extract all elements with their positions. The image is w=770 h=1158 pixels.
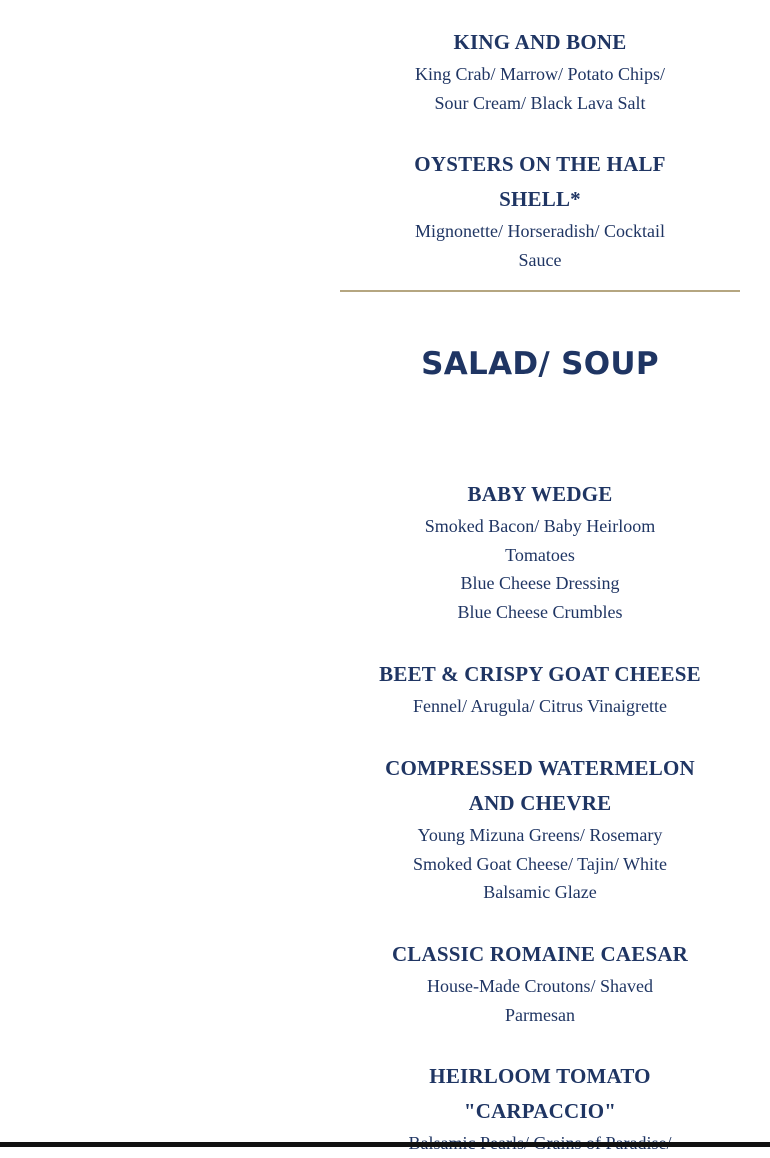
- menu-item-description: [390, 972, 690, 1029]
- description-line: Young Mizuna Greens/ Rosemary: [417, 825, 663, 845]
- description-line: Smoked Bacon/ Baby Heirloom: [424, 516, 656, 536]
- name-line: "CARPACCIO": [463, 1099, 617, 1123]
- description-line: Blue Cheese Dressing: [460, 573, 620, 594]
- menu-item-description: [390, 512, 690, 627]
- menu-item-description: [390, 60, 690, 117]
- menu-item-name: [375, 751, 705, 821]
- description-line: Blue Cheese Crumbles: [457, 602, 623, 623]
- menu-item-description: [390, 692, 690, 721]
- menu-item-watermelon-chevre: [340, 751, 740, 907]
- menu-item-baby-wedge: [340, 477, 740, 627]
- description-line: Smoked Goat Cheese/ Tajin/ White: [412, 853, 668, 874]
- menu-item-description: [390, 821, 690, 907]
- menu-item-name: [375, 1059, 705, 1129]
- description-line: House-Made Croutons/ Shaved: [427, 976, 653, 996]
- name-line: HEIRLOOM TOMATO: [429, 1064, 651, 1088]
- menu-item-beet-goat-cheese: [340, 657, 740, 721]
- name-line: COMPRESSED WATERMELON: [385, 756, 695, 780]
- description-line: Mignonette/ Horseradish/ Cocktail: [415, 221, 665, 241]
- menu-item-name: OYSTERS ON THE HALF SHELL*: [414, 152, 666, 211]
- name-line: AND CHEVRE: [468, 791, 612, 815]
- section-divider: [340, 290, 740, 292]
- description-line: Sauce: [518, 249, 562, 270]
- description-line: Fennel/ Arugula/ Citrus Vinaigrette: [412, 696, 668, 716]
- menu-item-romaine-caesar: [340, 937, 740, 1029]
- bottom-bar: [0, 1142, 770, 1147]
- description-line: Balsamic Glaze: [483, 882, 597, 903]
- description-line: King Crab/ Marrow/ Potato Chips/: [415, 64, 665, 84]
- menu-item-name: KING AND BONE: [453, 30, 627, 54]
- menu-item-name: CLASSIC ROMAINE CAESAR: [391, 942, 689, 966]
- description-line: Tomatoes: [505, 544, 575, 565]
- menu-item-oysters: [340, 147, 740, 274]
- description-line: Sour Cream/ Black Lava Salt: [434, 92, 646, 113]
- menu-item-name: BEET & CRISPY GOAT CHEESE: [379, 662, 701, 686]
- section-title: SALAD/ SOUP: [421, 346, 659, 382]
- menu-item-description: [390, 217, 690, 274]
- menu-item-king-and-bone: [340, 25, 740, 117]
- description-line: Parmesan: [505, 1004, 575, 1025]
- menu-item-name: BABY WEDGE: [467, 482, 613, 506]
